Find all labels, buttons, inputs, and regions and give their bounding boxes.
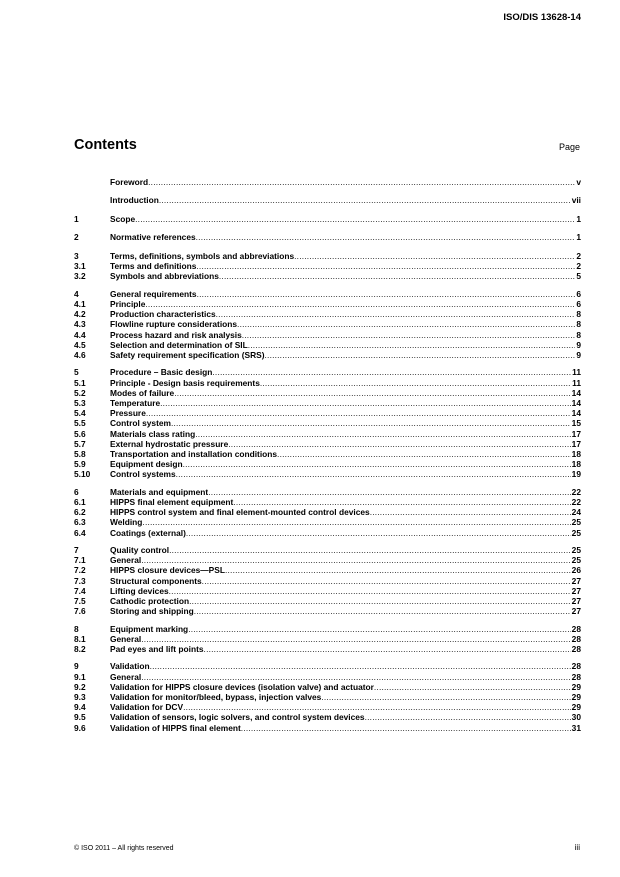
toc-entry[interactable]	[74, 408, 581, 418]
toc-entry-number: 3.1	[74, 261, 86, 272]
toc-entry-page: 30	[571, 712, 581, 723]
toc-entry-number: 7.5	[74, 595, 86, 606]
toc-entry[interactable]	[74, 309, 581, 319]
toc-entry[interactable]	[74, 565, 581, 575]
toc-entry-number: 5.7	[74, 438, 86, 449]
toc-entry-title: Principle - Design basis requirements	[110, 377, 260, 388]
toc-entry-page: 19	[571, 469, 581, 480]
contents-title: Contents	[74, 137, 137, 153]
toc-entry-page: 11	[572, 367, 581, 378]
toc-leader-dots	[370, 507, 571, 517]
toc-leader-dots	[146, 408, 571, 418]
toc-entry-page: 5	[576, 271, 581, 282]
toc-entry-number: 5.8	[74, 448, 86, 459]
toc-entry[interactable]	[74, 507, 581, 517]
toc-leader-dots	[225, 565, 571, 575]
toc-entry-title: Principle	[110, 298, 146, 309]
toc-entry-page: 29	[571, 702, 581, 713]
toc-entry-title: Coatings (external)	[110, 527, 186, 538]
toc-entry-title: Quality control	[110, 545, 170, 555]
toc-entry-number: 7.2	[74, 565, 86, 576]
copyright-notice: © ISO 2011 – All rights reserved	[74, 845, 174, 852]
toc-entry-number: 8	[74, 623, 79, 634]
toc-entry[interactable]	[74, 299, 581, 309]
toc-entry-page: 2	[576, 250, 581, 261]
toc-leader-dots	[159, 195, 571, 205]
toc-leader-dots	[183, 702, 571, 712]
toc-leader-dots	[196, 261, 575, 271]
toc-entry-number: 4.5	[74, 339, 86, 350]
toc-entry-page: 25	[571, 545, 581, 555]
toc-entry-number: 3.2	[74, 271, 86, 282]
toc-entry-page: 28	[571, 633, 581, 644]
toc-leader-dots	[150, 661, 571, 671]
toc-entry[interactable]	[74, 497, 581, 507]
toc-entry-page: 27	[571, 575, 581, 586]
toc-entry-number: 9	[74, 661, 79, 672]
toc-leader-dots	[208, 487, 570, 497]
toc-entry-title: Pressure	[110, 408, 146, 419]
toc-entry[interactable]	[74, 429, 581, 439]
toc-entry-page: 8	[576, 309, 581, 320]
toc-leader-dots	[135, 214, 575, 224]
toc-entry-number: 6	[74, 486, 79, 497]
toc-leader-dots	[160, 398, 571, 408]
toc-leader-dots	[265, 350, 576, 360]
toc-entry-title: Validation of sensors, logic solvers, and control system devices	[110, 712, 365, 723]
toc-leader-dots	[169, 586, 571, 596]
toc-entry-page: 1	[576, 213, 581, 224]
toc-entry-page: 24	[571, 507, 581, 518]
toc-entry-number: 6.2	[74, 507, 86, 518]
toc-entry-number: 6.4	[74, 527, 86, 538]
toc-entry-title: Selection and determination of SIL	[110, 339, 248, 350]
toc-entry-title: Normative references	[110, 232, 196, 243]
toc-entry-number: 5	[74, 367, 79, 378]
toc-entry-number: 2	[74, 232, 79, 243]
toc-entry-number: 7.3	[74, 575, 86, 586]
toc-leader-dots	[148, 177, 575, 187]
toc-entry-page: 22	[571, 486, 581, 497]
toc-entry-title: Cathodic protection	[110, 595, 190, 606]
toc-entry-title: Terms and definitions	[110, 261, 197, 272]
toc-entry-number: 6.3	[74, 517, 86, 528]
toc-entry[interactable]	[74, 271, 581, 281]
toc-entry-number: 9.1	[74, 671, 86, 682]
toc-entry-title: Lifting devices	[110, 585, 169, 596]
toc-leader-dots	[202, 576, 571, 586]
toc-leader-dots	[195, 429, 570, 439]
toc-entry-page: 27	[571, 606, 581, 617]
toc-entry-number: 9.2	[74, 681, 86, 692]
toc-leader-dots	[196, 232, 576, 242]
toc-entry-title: Introduction	[110, 195, 159, 206]
toc-leader-dots	[183, 459, 571, 469]
toc-entry-title: Validation	[110, 661, 150, 672]
toc-entry-page: 25	[571, 555, 581, 566]
toc-entry-number: 4.3	[74, 319, 86, 330]
toc-entry-page: 17	[571, 438, 581, 449]
toc-entry-title: Flowline rupture considerations	[110, 319, 238, 330]
toc-entry[interactable]	[74, 232, 581, 242]
toc-entry-title: Transportation and installation conditions	[110, 448, 278, 459]
toc-entry-title: General	[110, 633, 142, 644]
toc-entry-page: 29	[571, 692, 581, 703]
toc-entry-title: External hydrostatic pressure	[110, 438, 229, 449]
toc-entry[interactable]	[74, 378, 581, 388]
toc-entry-title: Equipment design	[110, 459, 183, 470]
toc-entry-number: 4.2	[74, 309, 86, 320]
toc-entry[interactable]	[74, 596, 581, 606]
page-number: iii	[574, 843, 580, 852]
toc-entry-page: 28	[571, 643, 581, 654]
toc-entry-page: 28	[571, 671, 581, 682]
toc-leader-dots	[204, 644, 571, 654]
toc-leader-dots	[188, 624, 570, 634]
toc-entry-number: 5.1	[74, 377, 86, 388]
toc-entry[interactable]	[74, 644, 581, 654]
toc-leader-dots	[228, 439, 570, 449]
toc-entry-page: vii	[571, 195, 581, 206]
toc-entry-number: 7.1	[74, 555, 86, 566]
toc-entry[interactable]	[74, 624, 581, 634]
toc-entry[interactable]	[74, 702, 581, 712]
toc-entry-page: 28	[571, 623, 581, 634]
toc-leader-dots	[374, 682, 571, 692]
toc-entry-page: 28	[571, 661, 581, 672]
toc-entry[interactable]	[74, 398, 581, 408]
toc-entry-page: 6	[576, 288, 581, 299]
toc-entry-page: 18	[571, 448, 581, 459]
toc-entry[interactable]	[74, 195, 581, 205]
toc-leader-dots	[219, 271, 575, 281]
toc-entry-number: 9.5	[74, 712, 86, 723]
toc-entry-number: 7.6	[74, 606, 86, 617]
toc-entry-title: General requirements	[110, 288, 197, 299]
toc-entry[interactable]	[74, 350, 581, 360]
toc-entry-page: 11	[572, 377, 581, 388]
toc-entry-page: 8	[576, 329, 581, 340]
toc-entry[interactable]	[74, 439, 581, 449]
toc-entry-page: 8	[576, 319, 581, 330]
toc-entry-number: 5.10	[74, 469, 91, 480]
toc-leader-dots	[171, 418, 571, 428]
toc-leader-dots	[212, 367, 571, 377]
toc-entry-title: HIPPS closure devices—PSL	[110, 565, 225, 576]
toc-entry-number: 9.6	[74, 722, 86, 733]
toc-entry-number: 5.4	[74, 408, 86, 419]
toc-entry-title: Materials and equipment	[110, 486, 209, 497]
toc-entry-number: 7	[74, 545, 79, 555]
toc-leader-dots	[141, 634, 570, 644]
toc-entry-title: Production characteristics	[110, 309, 216, 320]
toc-entry-page: 27	[571, 585, 581, 596]
toc-entry-page: 14	[571, 387, 581, 398]
toc-entry-number: 4.4	[74, 329, 86, 340]
toc-entry[interactable]	[74, 330, 581, 340]
toc-leader-dots	[189, 596, 571, 606]
toc-entry-title: HIPPS control system and final element-mounted control devices	[110, 507, 370, 518]
toc-entry-title: Control system	[110, 418, 171, 429]
toc-entry[interactable]	[74, 517, 581, 527]
toc-entry-number: 7.4	[74, 585, 86, 596]
toc-entry-number: 5.9	[74, 459, 86, 470]
toc-entry-title: Control systems	[110, 469, 176, 480]
toc-entry-number: 8.1	[74, 633, 86, 644]
toc-leader-dots	[277, 449, 571, 459]
toc-entry-page: 29	[571, 681, 581, 692]
toc-leader-dots	[365, 712, 571, 722]
toc-entry-page: 14	[571, 408, 581, 419]
toc-entry-title: Welding	[110, 517, 143, 528]
toc-leader-dots	[145, 299, 575, 309]
page-column-label: Page	[558, 142, 580, 152]
toc-entry-page: 9	[576, 349, 581, 360]
toc-entry[interactable]	[74, 177, 581, 187]
toc-entry-number: 5.5	[74, 418, 86, 429]
toc-entry[interactable]	[74, 712, 581, 722]
toc-entry-number: 5.6	[74, 428, 86, 439]
toc-entry-page: 26	[571, 565, 581, 576]
toc-entry-title: Modes of failure	[110, 387, 175, 398]
toc-entry[interactable]	[74, 528, 581, 538]
toc-entry-title: Procedure – Basic design	[110, 367, 213, 378]
toc-entry-page: 18	[571, 459, 581, 470]
toc-entry[interactable]	[74, 418, 581, 428]
toc-leader-dots	[141, 555, 570, 565]
toc-entry-page: 2	[576, 261, 581, 272]
toc-leader-dots	[233, 497, 570, 507]
toc-entry-page: 31	[571, 722, 581, 733]
toc-entry-title: Storing and shipping	[110, 606, 194, 617]
toc-entry-title: Equipment marking	[110, 623, 189, 634]
toc-entry[interactable]	[74, 340, 581, 350]
toc-entry[interactable]	[74, 692, 581, 702]
toc-entry[interactable]	[74, 672, 581, 682]
toc-entry-title: Validation for DCV	[110, 702, 184, 713]
toc-leader-dots	[242, 330, 576, 340]
toc-entry-page: 25	[571, 527, 581, 538]
toc-entry-title: HIPPS final element equipment	[110, 496, 234, 507]
toc-entry-title: Materials class rating	[110, 428, 196, 439]
toc-entry[interactable]	[74, 555, 581, 565]
toc-entry[interactable]	[74, 388, 581, 398]
toc-entry-number: 1	[74, 213, 79, 224]
toc-entry-title: Structural components	[110, 575, 202, 586]
toc-entry[interactable]	[74, 723, 581, 733]
toc-entry-number: 4.6	[74, 349, 86, 360]
toc-entry-title: Process hazard and risk analysis	[110, 329, 242, 340]
toc-entry[interactable]	[74, 261, 581, 271]
document-id: ISO/DIS 13628-14	[503, 12, 581, 23]
toc-entry-page: 15	[571, 418, 581, 429]
toc-leader-dots	[197, 289, 576, 299]
toc-entry[interactable]	[74, 576, 581, 586]
toc-leader-dots	[216, 309, 576, 319]
toc-entry-number: 4.1	[74, 298, 86, 309]
toc-entry[interactable]	[74, 469, 581, 479]
toc-entry[interactable]	[74, 545, 581, 555]
toc-leader-dots	[169, 545, 571, 555]
toc-leader-dots	[186, 528, 571, 538]
toc-entry-title: Terms, definitions, symbols and abbreviations	[110, 250, 295, 261]
toc-leader-dots	[248, 340, 576, 350]
toc-entry-page: 22	[571, 496, 581, 507]
toc-entry-page: 25	[571, 517, 581, 528]
toc-entry-page: 14	[571, 397, 581, 408]
toc-entry[interactable]	[74, 459, 581, 469]
toc-entry[interactable]	[74, 661, 581, 671]
toc-entry-title: Symbols and abbreviations	[110, 271, 219, 282]
toc-entry[interactable]	[74, 487, 581, 497]
toc-entry-title: General	[110, 671, 142, 682]
toc-entry-page: 9	[576, 339, 581, 350]
toc-leader-dots	[174, 388, 570, 398]
toc-entry-number: 4	[74, 288, 79, 299]
toc-entry-title: Foreword	[110, 177, 149, 187]
toc-entry-page: 27	[571, 595, 581, 606]
toc-leader-dots	[260, 378, 571, 388]
toc-leader-dots	[241, 723, 571, 733]
toc-entry-number: 8.2	[74, 643, 86, 654]
toc-entry-number: 5.3	[74, 397, 86, 408]
toc-entry-title: General	[110, 555, 142, 566]
toc-entry-title: Validation for monitor/bleed, bypass, injection valves	[110, 692, 322, 703]
toc-entry-title: Scope	[110, 213, 136, 224]
toc-entry-title: Validation of HIPPS final element	[110, 722, 241, 733]
toc-leader-dots	[141, 672, 570, 682]
toc-entry[interactable]	[74, 367, 581, 377]
toc-entry-page: 1	[576, 232, 581, 243]
toc-entry[interactable]	[74, 634, 581, 644]
toc-entry[interactable]	[74, 251, 581, 261]
toc-leader-dots	[176, 469, 571, 479]
toc-entry-number: 5.2	[74, 387, 86, 398]
table-of-contents	[74, 177, 581, 733]
toc-entry-number: 3	[74, 250, 79, 261]
toc-entry-title: Safety requirement specification (SRS)	[110, 349, 265, 360]
toc-entry[interactable]	[74, 449, 581, 459]
toc-entry[interactable]	[74, 289, 581, 299]
toc-entry[interactable]	[74, 682, 581, 692]
toc-entry-page: 17	[571, 428, 581, 439]
toc-leader-dots	[194, 606, 571, 616]
toc-leader-dots	[321, 692, 570, 702]
toc-leader-dots	[294, 251, 575, 261]
toc-entry[interactable]	[74, 586, 581, 596]
toc-entry[interactable]	[74, 319, 581, 329]
toc-entry-title: Pad eyes and lift points	[110, 643, 204, 654]
toc-entry-title: Validation for HIPPS closure devices (isolation valve) and actuator	[110, 681, 374, 692]
toc-entry-number: 6.1	[74, 496, 86, 507]
toc-entry-page: v	[576, 177, 581, 187]
toc-leader-dots	[237, 319, 575, 329]
toc-entry[interactable]	[74, 214, 581, 224]
toc-entry-title: Temperature	[110, 397, 161, 408]
toc-entry-number: 9.4	[74, 702, 86, 713]
toc-leader-dots	[142, 517, 570, 527]
toc-entry[interactable]	[74, 606, 581, 616]
toc-entry-number: 9.3	[74, 692, 86, 703]
toc-entry-page: 6	[576, 298, 581, 309]
